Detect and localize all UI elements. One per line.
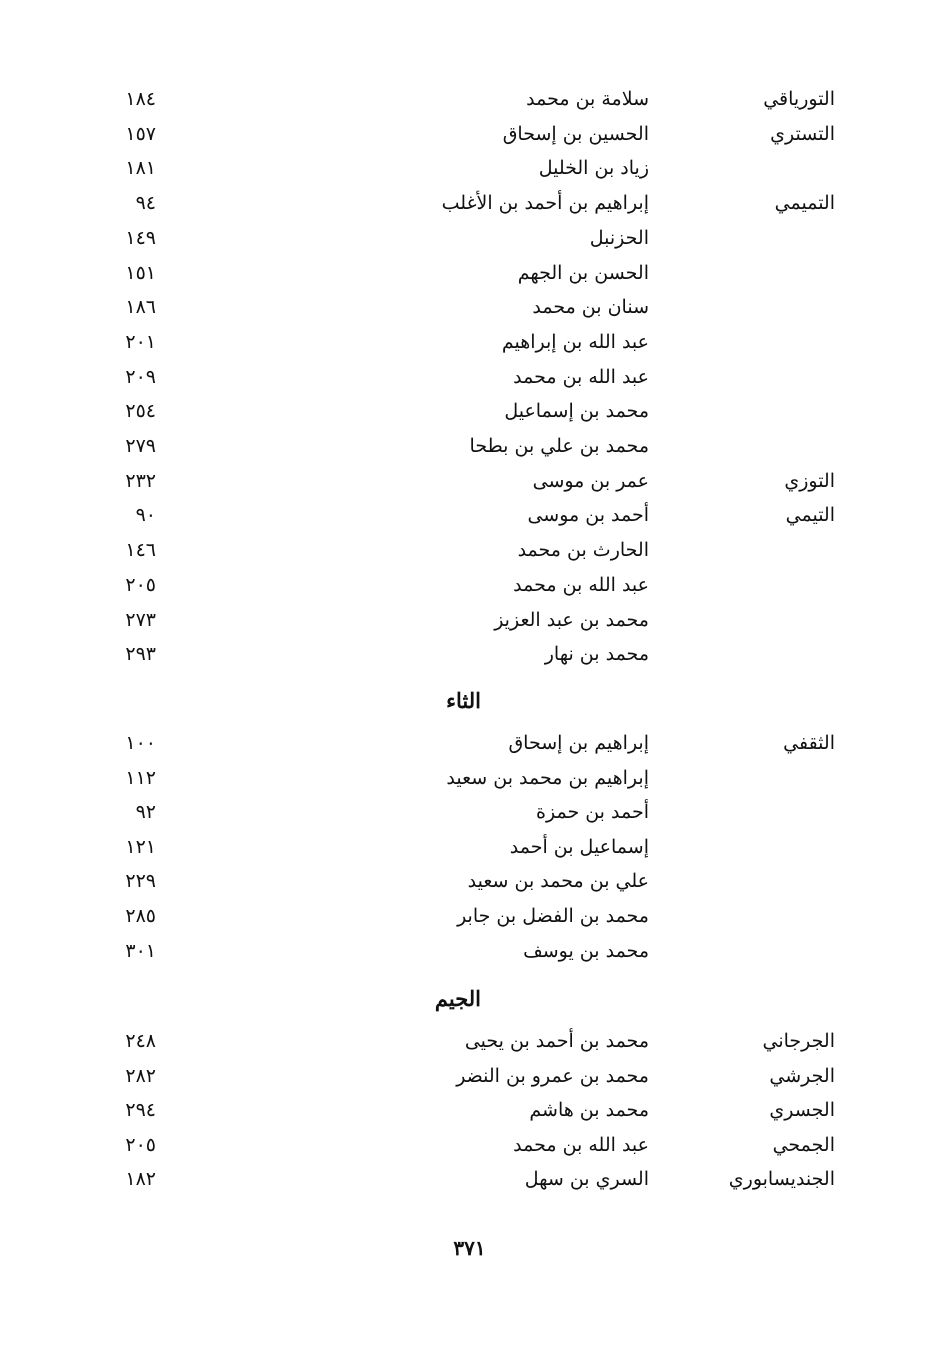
entry-page-number: ٢٠٥ bbox=[125, 1133, 156, 1156]
entry-nisba: التميمي bbox=[774, 192, 835, 215]
index-entry bbox=[0, 1168, 939, 1202]
entry-page-number: ٩٢ bbox=[135, 801, 156, 824]
index-entry bbox=[0, 435, 939, 469]
entry-nisba: الجسري bbox=[769, 1099, 835, 1121]
entry-name: محمد بن نهار bbox=[544, 643, 649, 666]
entry-nisba: الجرجاني bbox=[762, 1030, 835, 1052]
index-entry bbox=[0, 1065, 939, 1099]
entry-page-number: ٢٩٣ bbox=[125, 643, 156, 666]
entry-page-number: ٢٧٣ bbox=[125, 608, 156, 631]
entry-nisba: الجمحي bbox=[772, 1133, 835, 1156]
entry-name: محمد بن أحمد بن يحيى bbox=[464, 1030, 649, 1052]
entry-page-number: ٢٢٩ bbox=[125, 870, 156, 893]
entry-page-number: ٩٤ bbox=[135, 192, 156, 215]
index-entry bbox=[0, 732, 939, 766]
entry-page-number: ٢٨٢ bbox=[125, 1064, 156, 1087]
index-entry bbox=[0, 504, 939, 538]
index-entry bbox=[0, 192, 939, 226]
entry-page-number: ١٠٠ bbox=[125, 732, 156, 754]
index-entry bbox=[0, 574, 939, 608]
entry-name: محمد بن عمرو بن النضر bbox=[456, 1064, 649, 1087]
entry-page-number: ٢٤٨ bbox=[125, 1030, 156, 1052]
entry-name: محمد بن يوسف bbox=[523, 939, 649, 962]
index-entry bbox=[0, 870, 939, 904]
entry-page-number: ١٤٦ bbox=[125, 539, 156, 562]
entry-page-number: ٢٩٤ bbox=[125, 1099, 156, 1121]
index-entry bbox=[0, 1134, 939, 1168]
entry-page-number: ١٤٩ bbox=[125, 226, 156, 249]
index-entry bbox=[0, 88, 939, 122]
entry-name: سلامة بن محمد bbox=[526, 88, 649, 110]
entry-nisba: الجرشي bbox=[769, 1064, 835, 1087]
entry-name: زياد بن الخليل bbox=[538, 157, 649, 180]
index-entry bbox=[0, 940, 939, 974]
index-entry bbox=[0, 366, 939, 400]
entry-name: إبراهيم بن محمد بن سعيد bbox=[446, 766, 649, 789]
entry-nisba: الجنديسابوري bbox=[728, 1168, 835, 1190]
index-entry bbox=[0, 609, 939, 643]
entry-page-number: ٢٠١ bbox=[125, 330, 156, 353]
entry-name: عبد الله بن إبراهيم bbox=[501, 330, 649, 353]
entry-name: عبد الله بن محمد bbox=[513, 365, 649, 388]
entry-page-number: ١٨٢ bbox=[125, 1168, 156, 1190]
entry-page-number: ١٨٤ bbox=[125, 88, 156, 110]
entry-name: محمد بن عبد العزيز bbox=[494, 608, 649, 631]
entry-page-number: ١٨١ bbox=[125, 157, 156, 180]
entry-nisba: التيمي bbox=[785, 504, 835, 527]
entry-page-number: ٢٧٩ bbox=[125, 435, 156, 457]
entry-page-number: ١٨٦ bbox=[125, 296, 156, 319]
entry-nisba: الثقفي bbox=[783, 732, 835, 754]
index-entry bbox=[0, 836, 939, 870]
index-entry bbox=[0, 262, 939, 296]
entry-page-number: ٣٠١ bbox=[125, 939, 156, 962]
entry-name: الحسين بن إسحاق bbox=[502, 122, 649, 145]
entry-name: عبد الله بن محمد bbox=[513, 1133, 649, 1156]
entry-nisba: التورياقي bbox=[763, 88, 835, 110]
index-entry bbox=[0, 400, 939, 434]
section-title-jim: الجيم bbox=[434, 986, 481, 1011]
index-entry bbox=[0, 227, 939, 261]
entry-name: محمد بن علي بن بطحا bbox=[469, 435, 649, 457]
index-entry bbox=[0, 331, 939, 365]
entry-name: إسماعيل بن أحمد bbox=[509, 835, 649, 858]
entry-name: السري بن سهل bbox=[524, 1168, 649, 1190]
entry-page-number: ٢٠٥ bbox=[125, 573, 156, 596]
entry-name: محمد بن هاشم bbox=[529, 1099, 649, 1121]
index-entry bbox=[0, 767, 939, 801]
index-entry bbox=[0, 1030, 939, 1064]
entry-page-number: ٢٥٤ bbox=[125, 400, 156, 423]
entry-nisba: التستري bbox=[770, 122, 835, 145]
index-entry bbox=[0, 296, 939, 330]
page-number: ٣٧١ bbox=[453, 1236, 486, 1260]
entry-name: إبراهيم بن أحمد بن الأغلب bbox=[441, 192, 649, 215]
entry-name: أحمد بن موسى bbox=[527, 504, 649, 527]
entry-name: عمر بن موسى bbox=[532, 469, 649, 492]
entry-page-number: ٢٠٩ bbox=[125, 365, 156, 388]
entry-page-number: ١٥٧ bbox=[125, 122, 156, 145]
index-entry bbox=[0, 801, 939, 835]
entry-name: أحمد بن حمزة bbox=[536, 801, 649, 824]
entry-page-number: ٩٠ bbox=[135, 504, 156, 527]
index-entry bbox=[0, 905, 939, 939]
entry-name: محمد بن إسماعيل bbox=[504, 400, 649, 423]
entry-nisba: التوزي bbox=[784, 469, 835, 492]
entry-name: الحسن بن الجهم bbox=[517, 261, 649, 284]
index-entry bbox=[0, 157, 939, 191]
index-entry bbox=[0, 470, 939, 504]
entry-page-number: ١٥١ bbox=[125, 261, 156, 284]
index-entry bbox=[0, 643, 939, 677]
entry-page-number: ١١٢ bbox=[125, 766, 156, 789]
entry-name: عبد الله بن محمد bbox=[513, 573, 649, 596]
entry-name: الحزنبل bbox=[589, 226, 649, 249]
entry-page-number: ٢٨٥ bbox=[125, 905, 156, 927]
entry-name: إبراهيم بن إسحاق bbox=[508, 732, 649, 754]
entry-page-number: ١٢١ bbox=[125, 835, 156, 858]
entry-name: سنان بن محمد bbox=[532, 296, 649, 319]
index-entry bbox=[0, 1099, 939, 1133]
entry-name: الحارث بن محمد bbox=[517, 539, 649, 562]
entry-page-number: ٢٣٢ bbox=[125, 469, 156, 492]
entry-name: علي بن محمد بن سعيد bbox=[467, 870, 649, 893]
entry-name: محمد بن الفضل بن جابر bbox=[457, 905, 649, 927]
index-entry bbox=[0, 123, 939, 157]
index-entry bbox=[0, 539, 939, 573]
section-title-tha: الثاء bbox=[446, 688, 481, 713]
